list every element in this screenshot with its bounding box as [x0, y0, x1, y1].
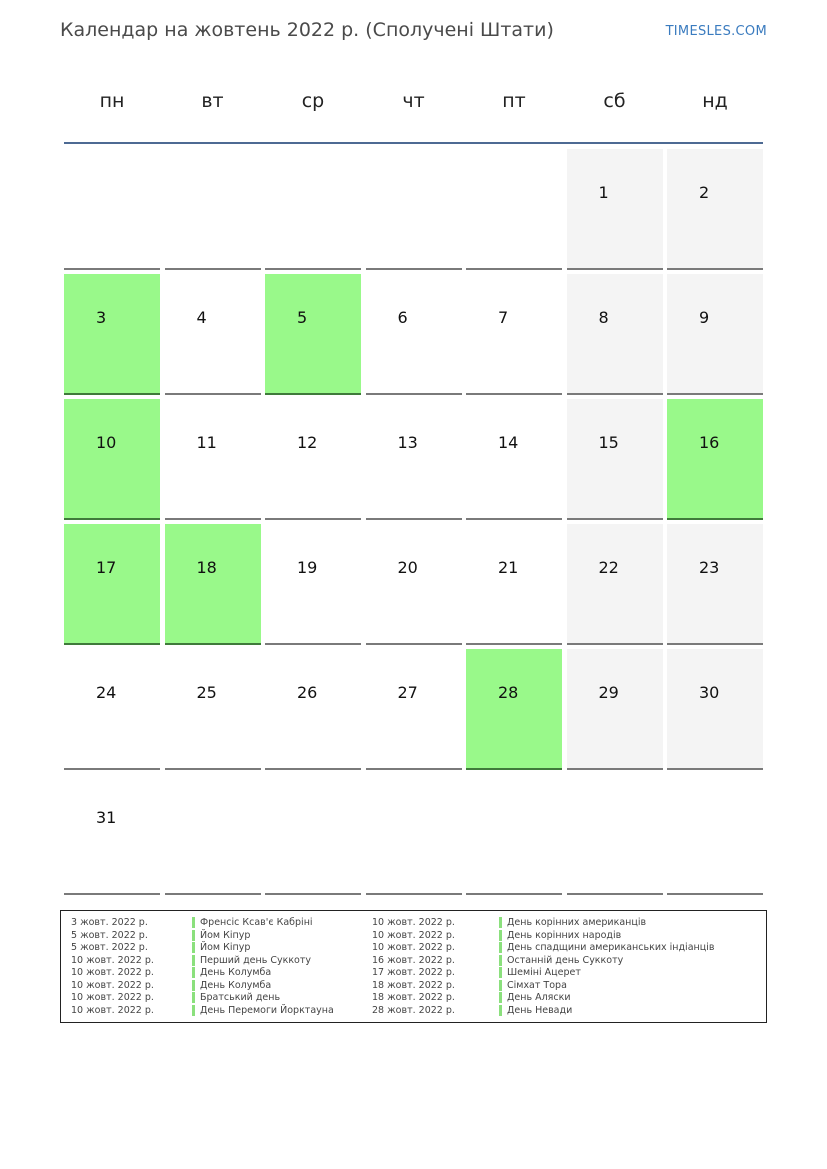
day-number: 27: [397, 683, 418, 702]
day-number: 25: [196, 683, 217, 702]
legend-row: [372, 955, 762, 968]
legend-date: 10 жовт. 2022 р.: [71, 992, 154, 1003]
weekday-label: вт: [201, 90, 224, 112]
legend-date: 3 жовт. 2022 р.: [71, 917, 148, 928]
header-divider: [64, 142, 763, 144]
empty-day-cell: [567, 774, 663, 895]
empty-day-cell: [265, 149, 361, 270]
day-cell[interactable]: [567, 649, 663, 770]
legend-date: 18 жовт. 2022 р.: [372, 979, 455, 991]
day-number: 8: [598, 308, 609, 327]
legend-holiday-name: Йом Кіпур: [200, 929, 251, 941]
legend-row: [71, 967, 371, 980]
weekday-label: чт: [402, 90, 425, 112]
legend-marker: [499, 1005, 502, 1016]
day-number: 21: [498, 558, 519, 577]
day-cell[interactable]: [64, 274, 160, 395]
day-cell[interactable]: [165, 399, 261, 520]
day-cell[interactable]: [567, 524, 663, 645]
empty-day-cell: [466, 149, 562, 270]
legend-date: 10 жовт. 2022 р.: [71, 979, 154, 991]
day-cell[interactable]: [567, 149, 663, 270]
legend-date: 18 жовт. 2022 р.: [372, 992, 455, 1003]
day-number: 9: [699, 308, 710, 327]
day-cell[interactable]: [265, 649, 361, 770]
day-number: 26: [297, 683, 318, 702]
empty-day-cell: [165, 774, 261, 895]
day-number: 19: [297, 558, 318, 577]
day-number: 3: [96, 308, 107, 327]
empty-day-cell: [667, 774, 763, 895]
legend-holiday-name: День Колумба: [200, 979, 272, 991]
day-cell[interactable]: [667, 274, 763, 395]
legend-date: 10 жовт. 2022 р.: [372, 929, 455, 941]
empty-day-cell: [466, 774, 562, 895]
day-number: 30: [699, 683, 720, 702]
calendar-grid: [64, 149, 764, 899]
legend-row: [71, 992, 371, 1005]
day-cell[interactable]: [165, 274, 261, 395]
day-cell[interactable]: [64, 524, 160, 645]
day-cell[interactable]: [466, 399, 562, 520]
legend-row: [372, 967, 762, 980]
legend-holiday-name: День корінних американців: [507, 917, 647, 928]
day-number: 22: [598, 558, 619, 577]
legend-date: 28 жовт. 2022 р.: [372, 1004, 455, 1016]
day-cell[interactable]: [366, 399, 462, 520]
legend-date: 5 жовт. 2022 р.: [71, 942, 148, 953]
legend-column-right: [372, 917, 762, 1017]
day-number: 18: [196, 558, 217, 577]
day-number: 12: [297, 433, 318, 452]
day-number: 31: [96, 808, 117, 827]
legend-column-left: [71, 917, 371, 1017]
day-cell[interactable]: [366, 524, 462, 645]
holiday-legend: [60, 910, 767, 1023]
day-cell[interactable]: [466, 649, 562, 770]
legend-marker: [499, 930, 502, 941]
brand-link[interactable]: TIMESLES.COM: [665, 24, 767, 39]
legend-marker: [499, 955, 502, 966]
legend-date: 10 жовт. 2022 р.: [372, 942, 455, 953]
legend-row: [71, 917, 371, 930]
day-number: 16: [699, 433, 720, 452]
legend-holiday-name: Шеміні Ацерет: [507, 967, 581, 978]
day-number: 11: [196, 433, 217, 452]
weekday-header-row: [64, 90, 764, 120]
day-number: 7: [498, 308, 509, 327]
empty-day-cell: [366, 774, 462, 895]
legend-marker: [192, 967, 195, 978]
legend-row: [71, 955, 371, 968]
day-number: 14: [498, 433, 519, 452]
day-number: 13: [397, 433, 418, 452]
day-number: 10: [96, 433, 117, 452]
day-cell[interactable]: [567, 399, 663, 520]
day-cell[interactable]: [466, 274, 562, 395]
legend-marker: [192, 930, 195, 941]
legend-marker: [499, 942, 502, 953]
day-cell[interactable]: [265, 524, 361, 645]
legend-holiday-name: День спадщини американських індіанців: [507, 942, 715, 953]
legend-row: [372, 1005, 762, 1018]
legend-date: 10 жовт. 2022 р.: [71, 1004, 154, 1016]
page-title: Календар на жовтень 2022 р. (Сполучені Штати): [60, 19, 554, 41]
legend-holiday-name: Сімхат Тора: [507, 979, 567, 991]
legend-row: [372, 930, 762, 943]
legend-date: 16 жовт. 2022 р.: [372, 954, 455, 966]
legend-holiday-name: Братський день: [200, 992, 281, 1003]
day-cell[interactable]: [667, 149, 763, 270]
weekday-label: пн: [99, 90, 125, 112]
legend-marker: [192, 942, 195, 953]
legend-row: [71, 980, 371, 993]
day-cell[interactable]: [165, 524, 261, 645]
day-cell[interactable]: [265, 274, 361, 395]
day-cell[interactable]: [64, 399, 160, 520]
day-cell[interactable]: [366, 274, 462, 395]
legend-date: 10 жовт. 2022 р.: [71, 967, 154, 978]
empty-day-cell: [64, 149, 160, 270]
day-number: 24: [96, 683, 117, 702]
legend-holiday-name: День Колумба: [200, 967, 272, 978]
day-number: 2: [699, 183, 710, 202]
legend-holiday-name: Останній день Суккоту: [507, 954, 624, 966]
legend-row: [71, 1005, 371, 1018]
day-cell[interactable]: [64, 649, 160, 770]
legend-marker: [499, 992, 502, 1003]
day-cell[interactable]: [466, 524, 562, 645]
legend-marker: [192, 917, 195, 928]
day-number: 4: [196, 308, 207, 327]
day-number: 29: [598, 683, 619, 702]
day-cell[interactable]: [366, 649, 462, 770]
legend-holiday-name: День Аляски: [507, 992, 571, 1003]
day-cell[interactable]: [667, 524, 763, 645]
legend-holiday-name: Френсіс Ксав'є Кабріні: [200, 917, 313, 928]
day-number: 17: [96, 558, 117, 577]
legend-marker: [192, 980, 195, 991]
day-number: 5: [297, 308, 308, 327]
day-number: 23: [699, 558, 720, 577]
legend-row: [372, 992, 762, 1005]
legend-row: [71, 942, 371, 955]
legend-holiday-name: День Перемоги Йорктауна: [200, 1004, 334, 1016]
day-cell[interactable]: [567, 274, 663, 395]
legend-marker: [499, 967, 502, 978]
legend-marker: [499, 917, 502, 928]
day-cell[interactable]: [265, 399, 361, 520]
day-cell[interactable]: [165, 649, 261, 770]
weekday-label: сб: [603, 90, 626, 112]
day-cell[interactable]: [667, 649, 763, 770]
legend-marker: [192, 992, 195, 1003]
legend-date: 5 жовт. 2022 р.: [71, 929, 148, 941]
day-number: 28: [498, 683, 519, 702]
weekday-label: нд: [702, 90, 728, 112]
day-number: 1: [598, 183, 609, 202]
empty-day-cell: [366, 149, 462, 270]
legend-date: 10 жовт. 2022 р.: [71, 954, 154, 966]
legend-row: [372, 980, 762, 993]
legend-row: [372, 942, 762, 955]
legend-marker: [499, 980, 502, 991]
weekday-label: ср: [301, 90, 325, 112]
legend-holiday-name: Йом Кіпур: [200, 942, 251, 953]
day-cell[interactable]: [667, 399, 763, 520]
legend-row: [71, 930, 371, 943]
day-cell[interactable]: [64, 774, 160, 895]
day-number: 20: [397, 558, 418, 577]
legend-holiday-name: Перший день Суккоту: [200, 954, 312, 966]
legend-row: [372, 917, 762, 930]
day-number: 15: [598, 433, 619, 452]
legend-date: 17 жовт. 2022 р.: [372, 967, 455, 978]
legend-marker: [192, 955, 195, 966]
legend-date: 10 жовт. 2022 р.: [372, 917, 455, 928]
day-number: 6: [397, 308, 408, 327]
legend-holiday-name: День Невади: [507, 1004, 573, 1016]
legend-marker: [192, 1005, 195, 1016]
legend-holiday-name: День корінних народів: [507, 929, 622, 941]
empty-day-cell: [165, 149, 261, 270]
weekday-label: пт: [502, 90, 526, 112]
empty-day-cell: [265, 774, 361, 895]
